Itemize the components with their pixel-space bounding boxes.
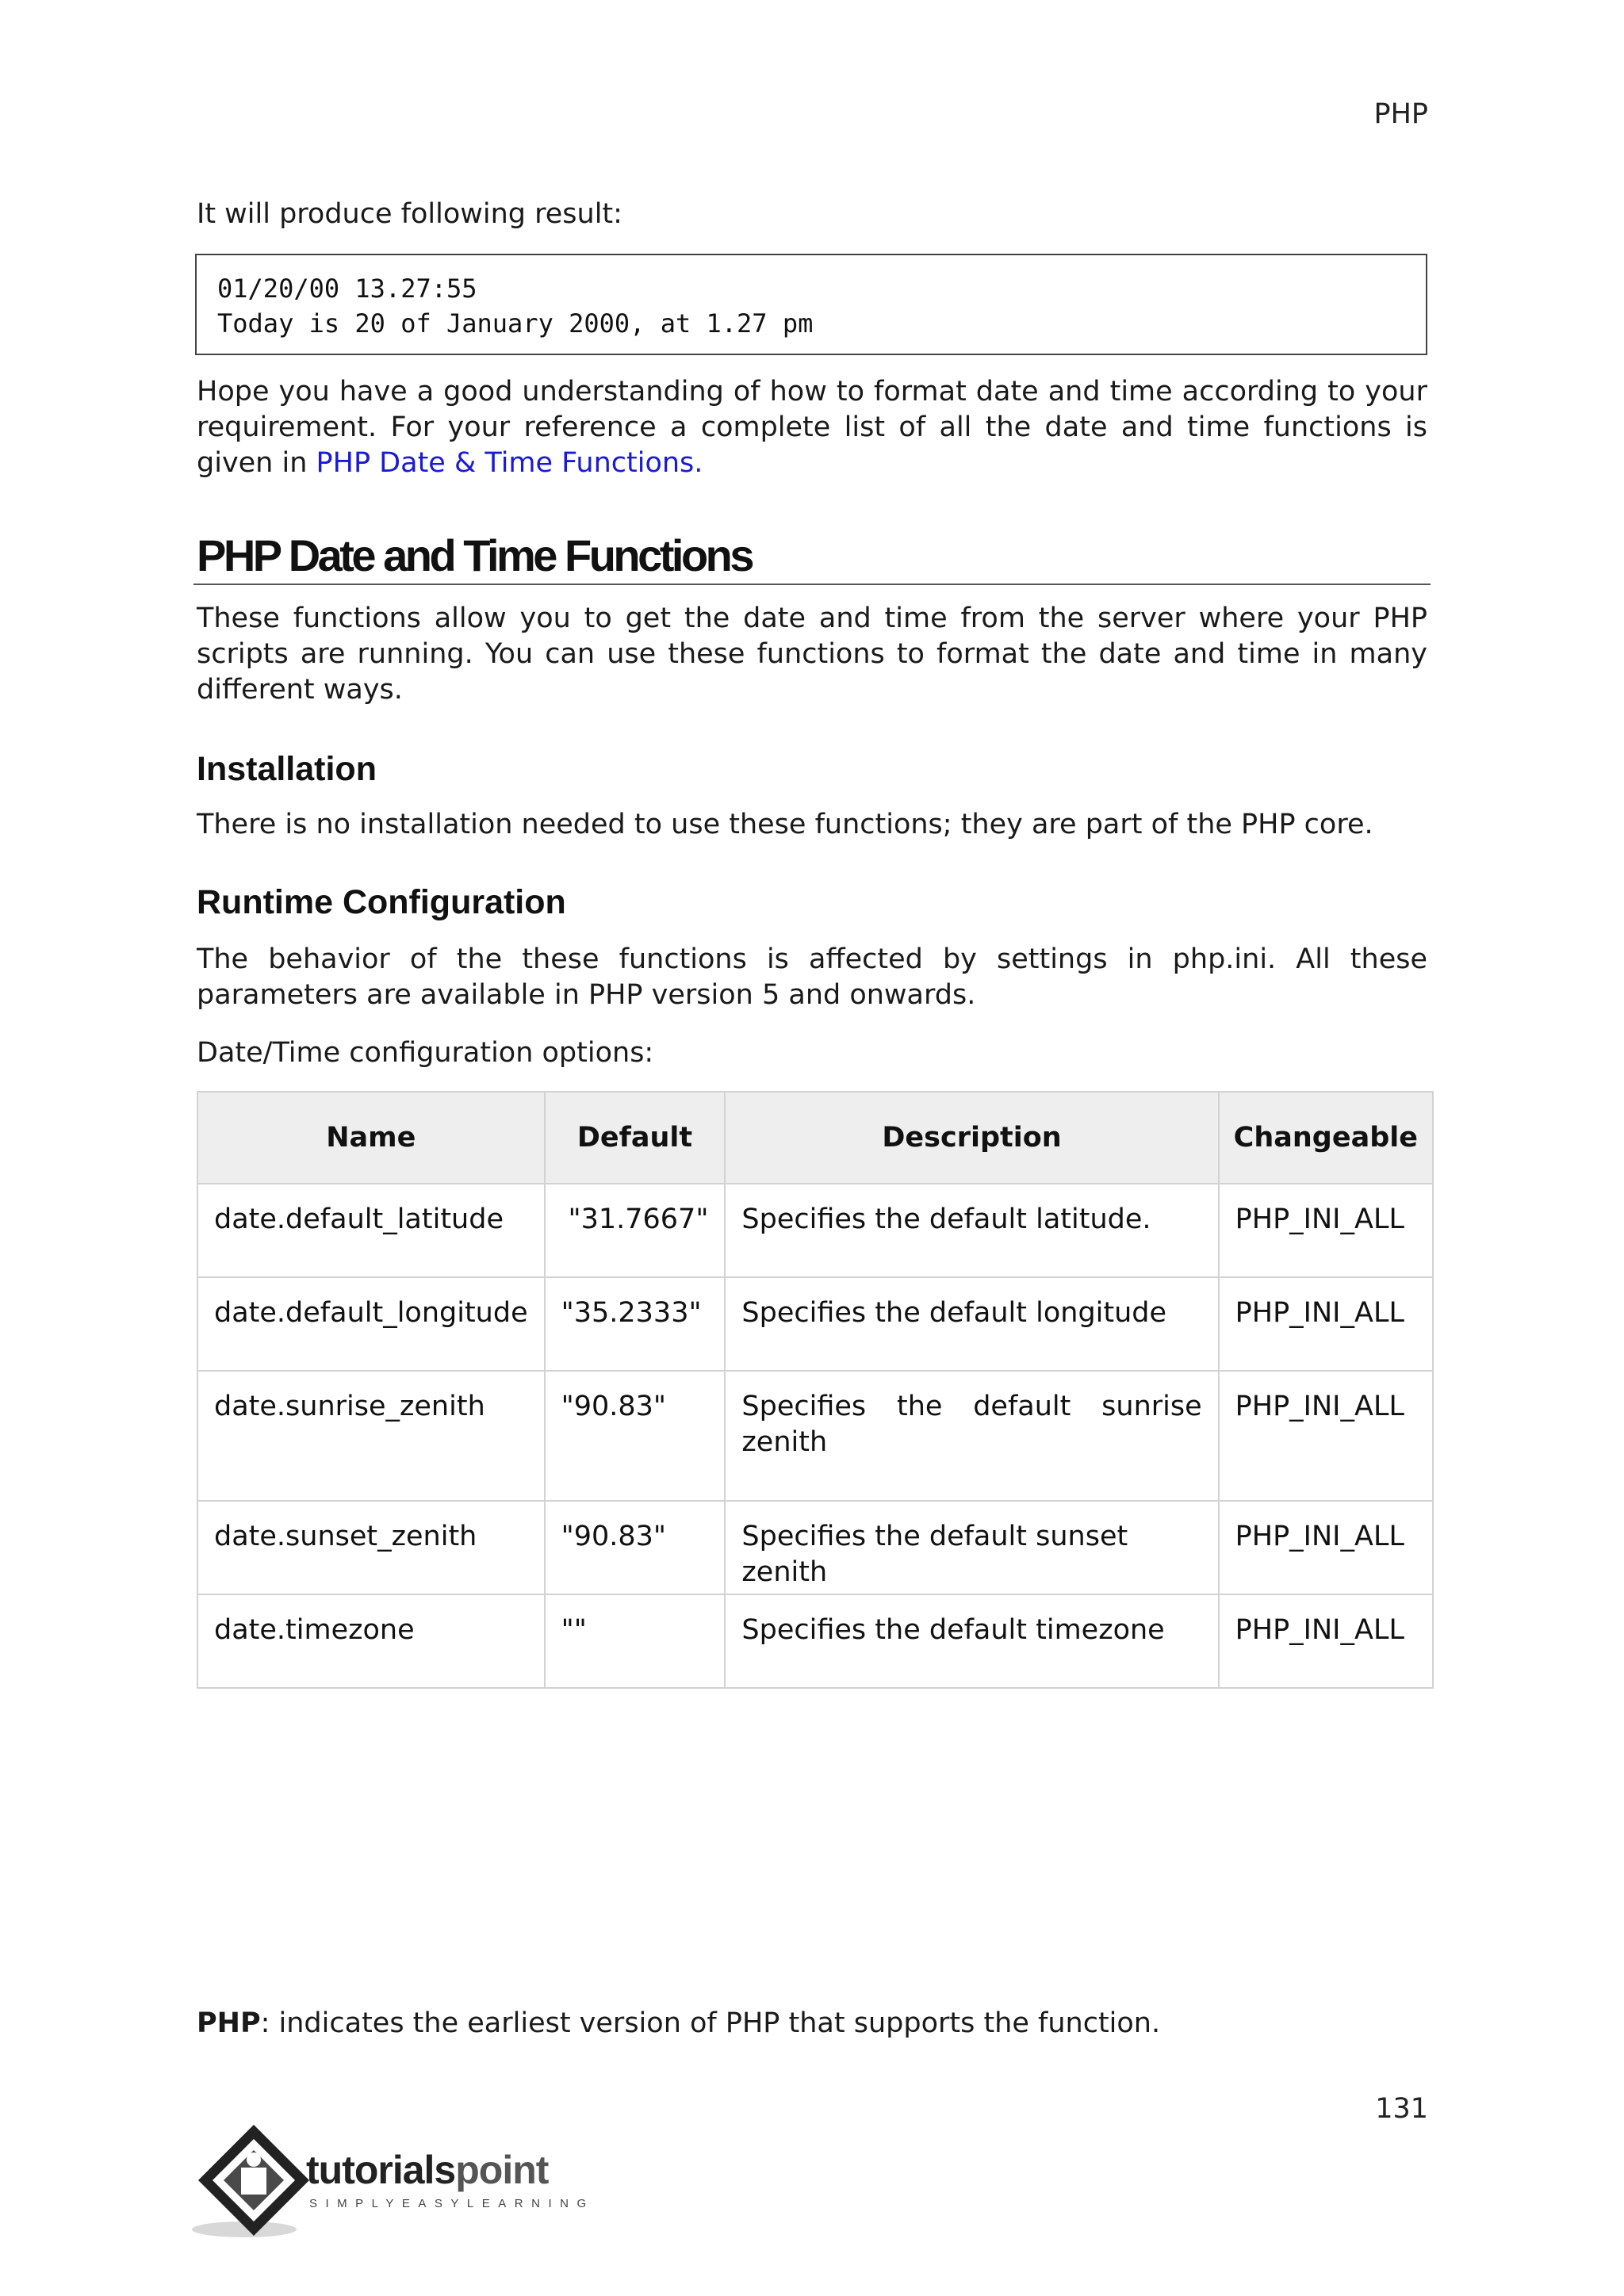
table-row	[197, 1371, 1433, 1501]
footnote-label: PHP	[197, 2007, 261, 2039]
cell-description: Specifies the default sunrise zenith	[725, 1371, 1218, 1501]
understanding-text: Hope you have a good understanding of how to format date and time according to your requirement. For your reference a complete list of all the date and time functions is given in	[197, 376, 1427, 479]
table-row	[197, 1277, 1433, 1371]
logo-wordmark-point: point	[455, 2148, 549, 2192]
table-header-row	[197, 1092, 1433, 1184]
section-title: PHP Date and Time Functions	[197, 530, 753, 580]
cell-default: "90.83"	[545, 1501, 726, 1594]
footnote-text: : indicates the earliest version of PHP that supports the function.	[260, 2007, 1161, 2039]
logo-wordmark-tutorials: tutorials	[306, 2148, 456, 2192]
cell-changeable: PHP_INI_ALL	[1219, 1501, 1433, 1594]
running-header: PHP	[1373, 98, 1428, 130]
cell-default: "90.83"	[545, 1371, 726, 1501]
intro-text: It will produce following result:	[197, 198, 622, 230]
code-line: Today is 20 of January 2000, at 1.27 pm	[217, 308, 814, 339]
column-header-changeable: Changeable	[1219, 1092, 1433, 1184]
cell-changeable: PHP_INI_ALL	[1219, 1277, 1433, 1371]
code-output-box	[195, 254, 1427, 355]
section-description: These functions allow you to get the date and time from the server where your PHP scripts are running. You can use these functions to format the date and time in many different ways.	[197, 603, 1427, 706]
installation-heading: Installation	[197, 750, 377, 788]
cell-default: "35.2333"	[545, 1277, 726, 1371]
config-table	[197, 1091, 1434, 1689]
cell-default: ""	[545, 1594, 726, 1688]
table-row	[197, 1184, 1433, 1277]
footnote	[197, 2007, 1160, 2039]
tutorialspoint-logo	[190, 2118, 603, 2245]
cell-name: date.sunset_zenith	[197, 1501, 545, 1594]
column-header-description: Description	[725, 1092, 1218, 1184]
table-row	[197, 1594, 1433, 1688]
cell-description: Specifies the default timezone	[725, 1594, 1218, 1688]
cell-name: date.default_latitude	[197, 1184, 545, 1277]
cell-changeable: PHP_INI_ALL	[1219, 1371, 1433, 1501]
cell-description: Specifies the default longitude	[725, 1277, 1218, 1371]
cell-description: Specifies the default latitude.	[725, 1184, 1218, 1277]
understanding-paragraph	[197, 374, 1427, 481]
cell-changeable: PHP_INI_ALL	[1219, 1184, 1433, 1277]
logo-tagline: SIMPLYEASYLEARNING	[309, 2197, 595, 2210]
code-line: 01/20/00 13.27:55	[217, 274, 477, 304]
cell-name: date.default_longitude	[197, 1277, 545, 1371]
cell-changeable: PHP_INI_ALL	[1219, 1594, 1433, 1688]
column-header-name: Name	[197, 1092, 545, 1184]
runtime-text: The behavior of the these functions is affected by settings in php.ini. All these parameters are available in PHP version 5 and onwards.	[197, 943, 1427, 1011]
runtime-heading: Runtime Configuration	[197, 883, 566, 921]
options-label: Date/Time configuration options:	[197, 1037, 654, 1069]
cell-name: date.sunrise_zenith	[197, 1371, 545, 1501]
cell-description: Specifies the default sunset zenith	[725, 1501, 1218, 1594]
svg-text:tutorialspoint	[306, 2148, 550, 2192]
installation-text: There is no installation needed to use these functions; they are part of the PHP core.	[197, 809, 1373, 840]
cell-name: date.timezone	[197, 1594, 545, 1688]
table-row	[197, 1501, 1433, 1594]
functions-link[interactable]: PHP Date & Time Functions.	[316, 447, 703, 479]
column-header-default: Default	[545, 1092, 726, 1184]
section-title-rule	[193, 584, 1431, 585]
page-number: 131	[1375, 2093, 1428, 2125]
cell-default: "31.7667"	[545, 1184, 726, 1277]
